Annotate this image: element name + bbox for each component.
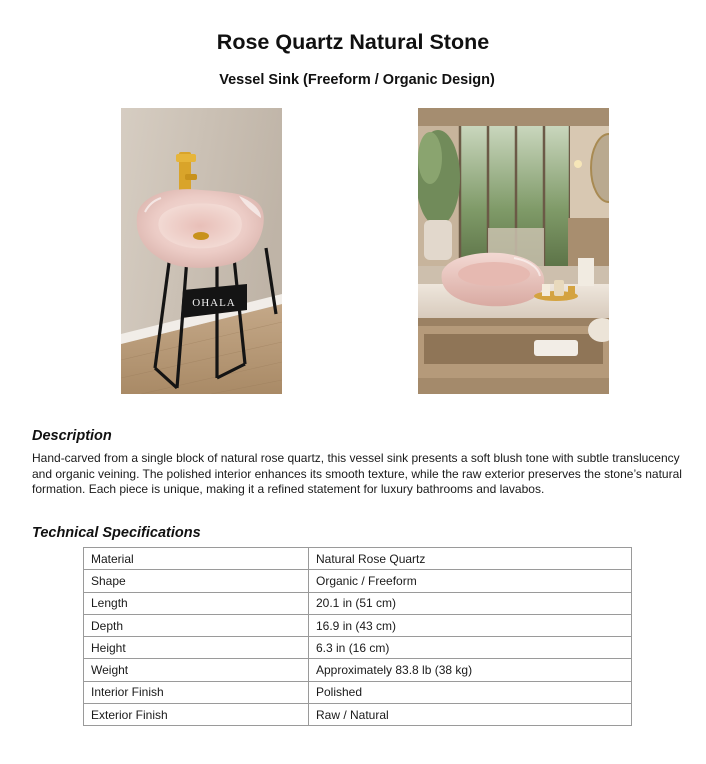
spec-label: Weight xyxy=(84,659,309,681)
spec-label: Shape xyxy=(84,570,309,592)
sink-on-stand-photo xyxy=(121,108,282,394)
spec-label: Exterior Finish xyxy=(84,704,309,726)
specifications-heading: Technical Specifications xyxy=(32,525,201,541)
spec-value: Organic / Freeform xyxy=(309,570,632,592)
spec-value: Polished xyxy=(309,681,632,703)
spec-value: Natural Rose Quartz xyxy=(309,548,632,570)
table-row xyxy=(84,548,632,570)
spec-value: Approximately 83.8 lb (38 kg) xyxy=(309,659,632,681)
spec-label: Interior Finish xyxy=(84,681,309,703)
table-row xyxy=(84,637,632,659)
spec-label: Height xyxy=(84,637,309,659)
description-text: Hand-carved from a single block of natural rose quartz, this vessel sink presents a soft blush tone with subtle translucency and organic veining. The polished interior enhances its smooth texture, while the raw exterior preserves the stone’s natural formation. Each piece is unique, making it a refined statement for luxury bathrooms and lavabos. xyxy=(32,451,682,496)
description-heading: Description xyxy=(32,428,112,444)
document-title: Rose Quartz Natural Stone xyxy=(216,30,490,54)
spec-label: Depth xyxy=(84,614,309,636)
table-row xyxy=(84,659,632,681)
spec-label: Material xyxy=(84,548,309,570)
table-row xyxy=(84,614,632,636)
spec-label: Length xyxy=(84,592,309,614)
bathroom-scene-photo xyxy=(418,108,609,394)
table-row xyxy=(84,704,632,726)
spec-value: 16.9 in (43 cm) xyxy=(309,614,632,636)
table-row xyxy=(84,570,632,592)
document-subtitle: Vessel Sink (Freeform / Organic Design) xyxy=(219,72,495,88)
spec-value: Raw / Natural xyxy=(309,704,632,726)
specifications-table xyxy=(83,547,632,726)
spec-value: 20.1 in (51 cm) xyxy=(309,592,632,614)
table-row xyxy=(84,681,632,703)
table-row xyxy=(84,592,632,614)
stand-logo-text: OHALA xyxy=(192,297,236,309)
spec-value: 6.3 in (16 cm) xyxy=(309,637,632,659)
